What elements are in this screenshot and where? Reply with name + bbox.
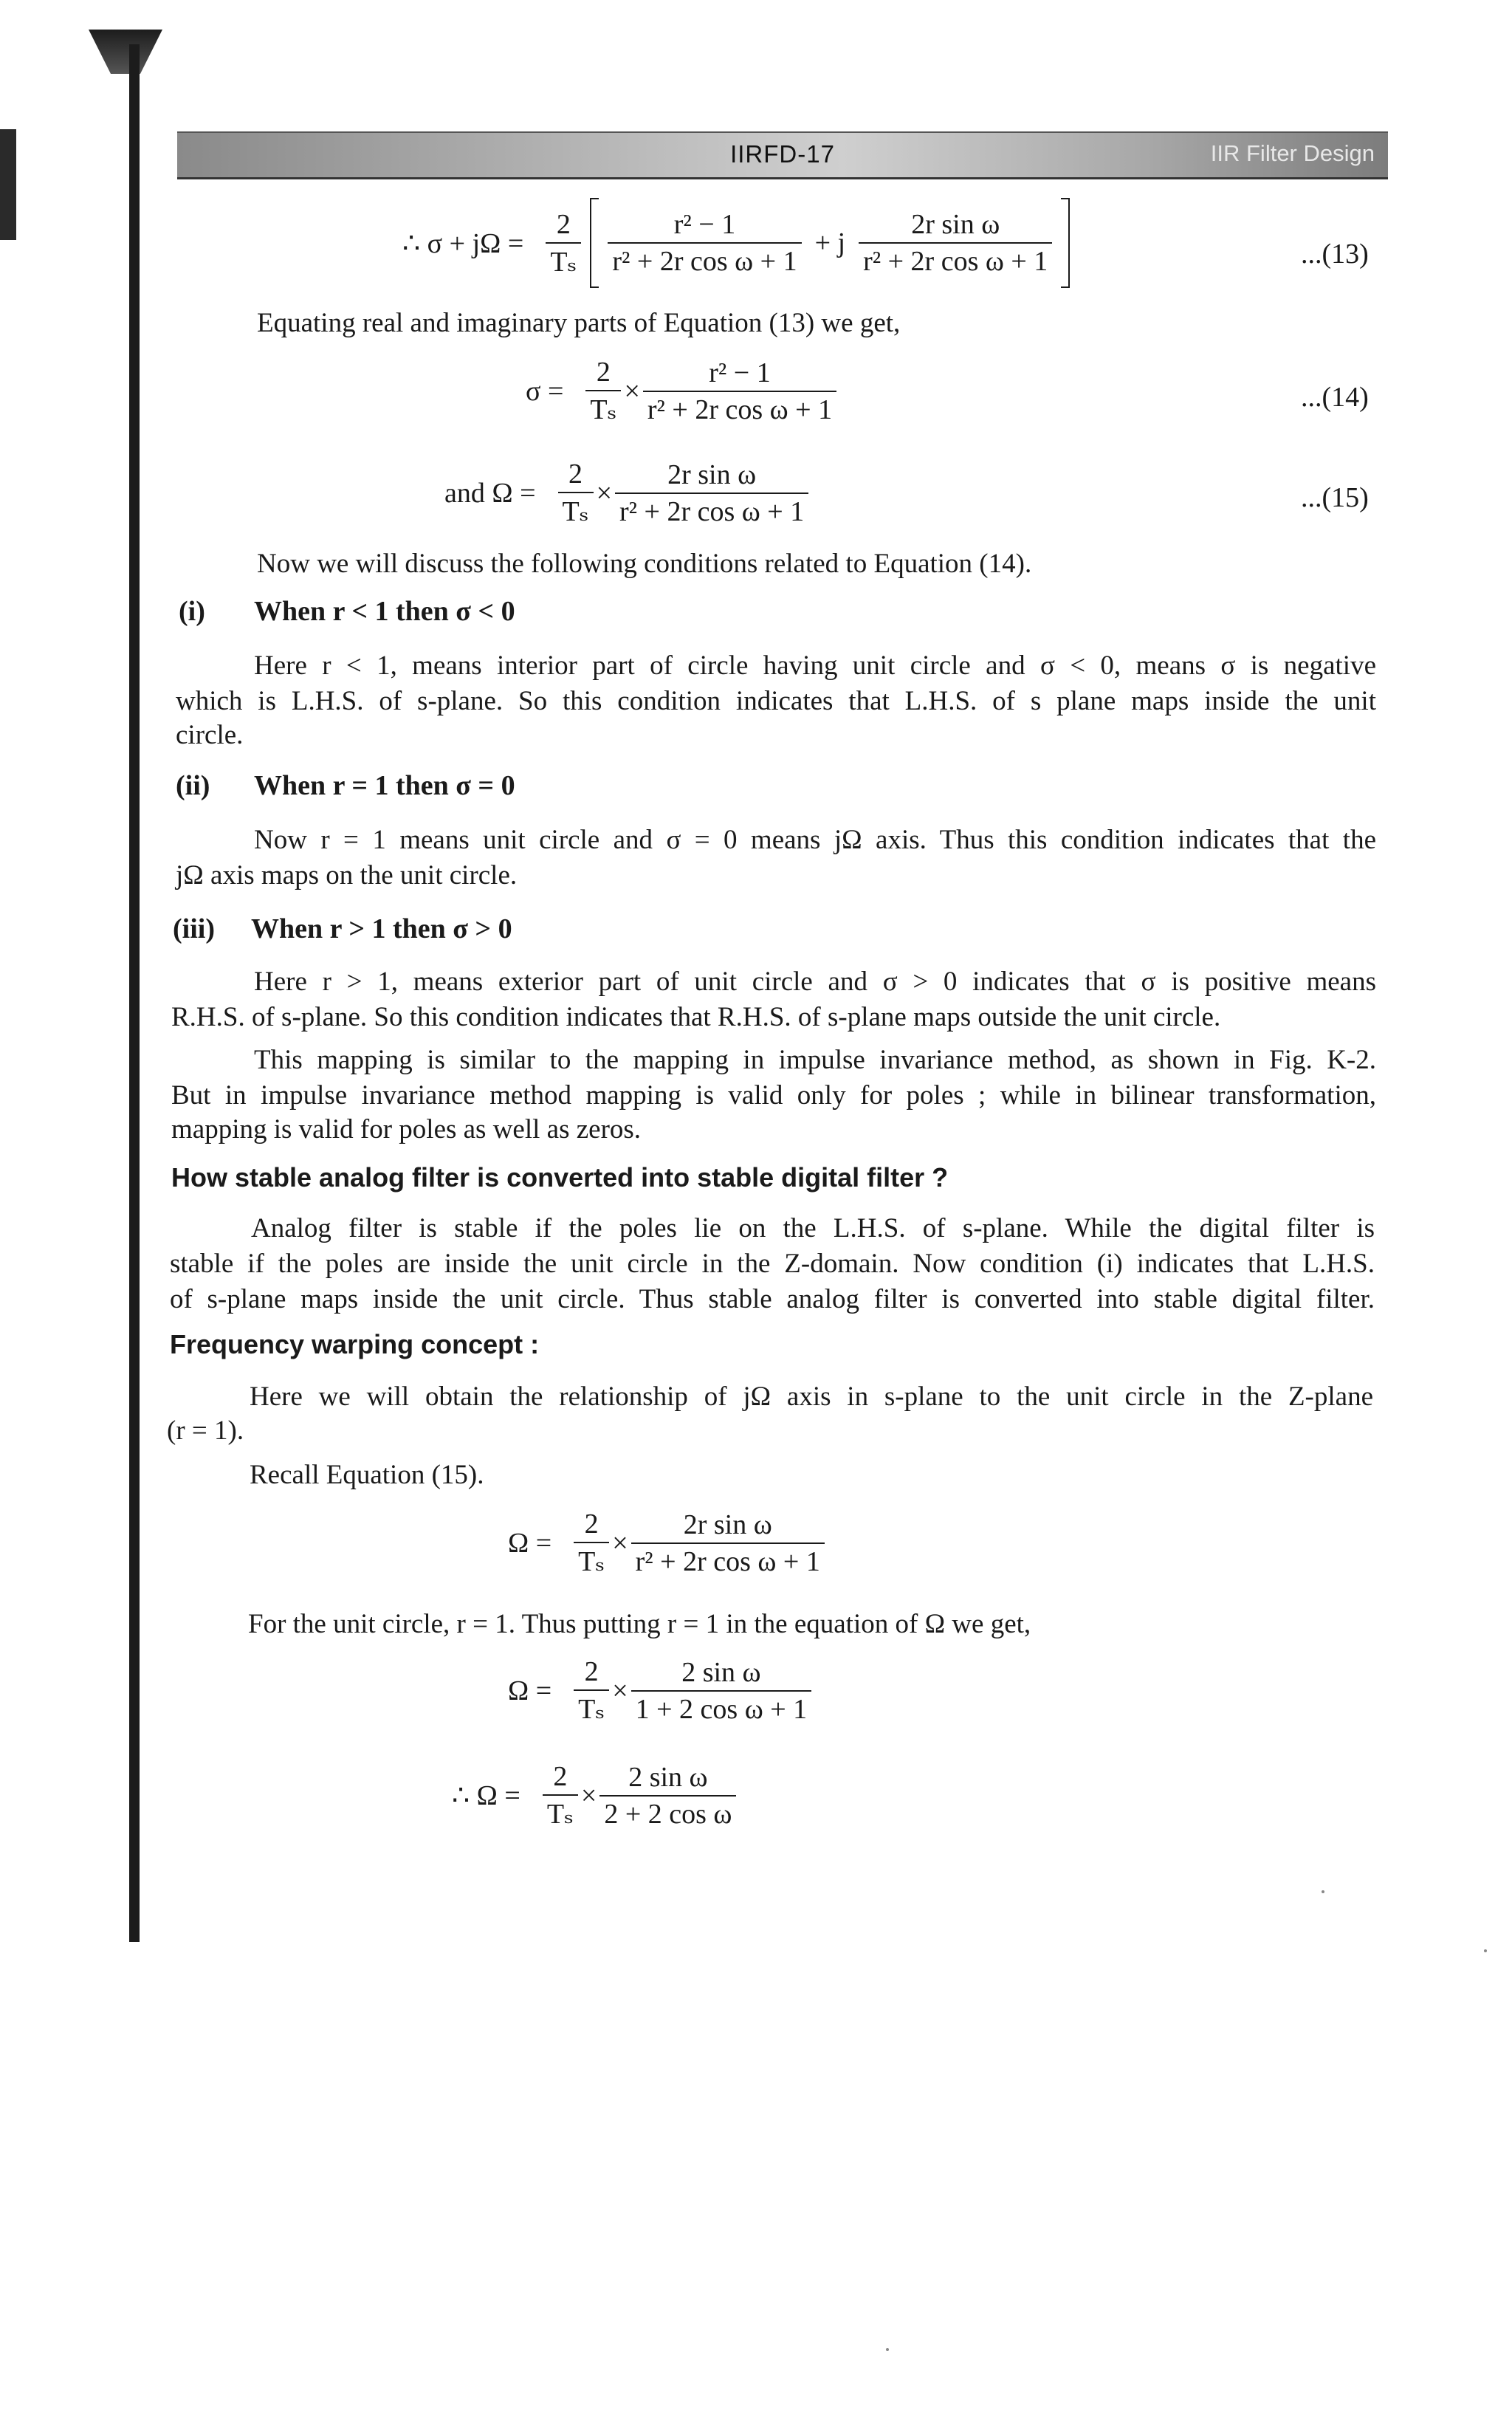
right-bracket — [1061, 198, 1070, 288]
equation-13 — [402, 198, 1076, 288]
page-header — [177, 131, 1388, 179]
condition-2-title: When r = 1 then σ = 0 — [254, 770, 515, 801]
condition-3-title: When r > 1 then σ > 0 — [251, 913, 512, 944]
paragraph-unit-circle: For the unit circle, r = 1. Thus putting r = 1 in the equation of Ω we get, — [248, 1609, 1031, 1639]
equation-unit-circle-2: ∴ Ω = $\frac{2}{\text{Tₛ}}$ × $\frac{\text{2 sin ω}}{\text{2 + 2 cos ω}}$ — [452, 1760, 739, 1830]
plus-j: + j — [814, 227, 846, 258]
condition-1-line-2: which is L.H.S. of s-plane. So this condition indicates that L.H.S. of s plane maps inside the unit — [176, 686, 1376, 716]
paragraph-recall: Recall Equation (15). — [250, 1460, 484, 1490]
equation-number-13: ...(13) — [1301, 239, 1369, 270]
warping-line-1: Here we will obtain the relationship of jΩ axis in s-plane to the unit circle in the Z-plane — [250, 1382, 1373, 1412]
equation-lhs: ∴ σ + jΩ = — [402, 227, 524, 259]
warping-line-2: (r = 1). — [167, 1415, 244, 1446]
mapping-line-2: But in impulse invariance method mapping is valid only for poles ; while in bilinear transformation, — [171, 1080, 1376, 1111]
scan-speck — [1322, 1890, 1324, 1893]
equation-unit-circle-1: Ω = $\frac{2}{\text{Tₛ}}$ × $\frac{\text{2 sin ω}}{\text{1 + 2 cos ω + 1}}$ — [508, 1655, 814, 1726]
equation-number-15: ...(15) — [1301, 482, 1369, 513]
fraction-2-over-ts: $\frac{2}{\text{Tₛ}}$ — [546, 208, 581, 278]
scan-speck — [1484, 1949, 1487, 1952]
condition-2-line-1: Now r = 1 means unit circle and σ = 0 means jΩ axis. Thus this condition indicates that the — [254, 825, 1376, 855]
fraction-imag-part: $\frac{\text{2r sin ω}}{\text{r² + 2r cos ω + 1}}$ — [859, 208, 1052, 278]
equation-recall-15: Ω = $\frac{2}{\text{Tₛ}}$ × $\frac{\text{2r sin ω}}{\text{r² + 2r cos ω + 1}}$ — [508, 1508, 828, 1578]
equation-14: σ = $\frac{2}{\text{Tₛ}}$ × $\frac{\text{r² − 1}}{\text{r² + 2r cos ω + 1}}$ — [526, 356, 839, 426]
equation-number-14: ...(14) — [1301, 382, 1369, 413]
condition-3-number: (iii) — [173, 913, 215, 944]
page-header-title: IIRFD-17 — [730, 140, 835, 168]
paragraph-discuss: Now we will discuss the following conditions related to Equation (14). — [257, 549, 1032, 579]
condition-2-line-2: jΩ axis maps on the unit circle. — [176, 860, 518, 891]
condition-3-line-2: R.H.S. of s-plane. So this condition indicates that R.H.S. of s-plane maps outside the unit circle. — [171, 1002, 1221, 1032]
section-heading-warping: Frequency warping concept : — [170, 1329, 540, 1359]
condition-1-number: (i) — [179, 596, 205, 627]
condition-3-line-1: Here r > 1, means exterior part of unit circle and σ > 0 indicates that σ is positive means — [254, 967, 1376, 997]
scan-binding-mark — [0, 129, 16, 240]
condition-1-title: When r < 1 then σ < 0 — [254, 596, 515, 627]
stable-line-1: Analog filter is stable if the poles lie on the L.H.S. of s-plane. While the digital filter is — [251, 1213, 1375, 1243]
scan-spine-top — [89, 30, 162, 74]
left-bracket — [590, 198, 599, 288]
section-heading-stable: How stable analog filter is converted into stable digital filter ? — [171, 1162, 949, 1193]
scan-speck — [886, 2348, 889, 2351]
mapping-line-1: This mapping is similar to the mapping in impulse invariance method, as shown in Fig. K-2. — [254, 1045, 1376, 1075]
condition-2-number: (ii) — [176, 770, 210, 801]
stable-line-3: of s-plane maps inside the unit circle. Thus stable analog filter is converted into stable digital filter. — [170, 1284, 1375, 1314]
page-header-chapter: IIR Filter Design — [1210, 140, 1375, 166]
condition-1-line-1: Here r < 1, means interior part of circle having unit circle and σ < 0, means σ is negative — [254, 651, 1376, 681]
fraction-real-part: $\frac{\text{r² − 1}}{\text{r² + 2r cos ω + 1}}$ — [608, 208, 801, 278]
scan-spine-shadow — [129, 44, 140, 1942]
stable-line-2: stable if the poles are inside the unit circle in the Z-domain. Now condition (i) indicates that L.H.S. — [170, 1249, 1375, 1279]
condition-1-line-3: circle. — [176, 720, 244, 750]
equation-15: and Ω = $\frac{2}{\text{Tₛ}}$ × $\frac{\text{2r sin ω}}{\text{r² + 2r cos ω + 1}}$ — [444, 458, 811, 528]
paragraph-equating: Equating real and imaginary parts of Equation (13) we get, — [257, 308, 901, 338]
mapping-line-3: mapping is valid for poles as well as zeros. — [171, 1114, 642, 1145]
